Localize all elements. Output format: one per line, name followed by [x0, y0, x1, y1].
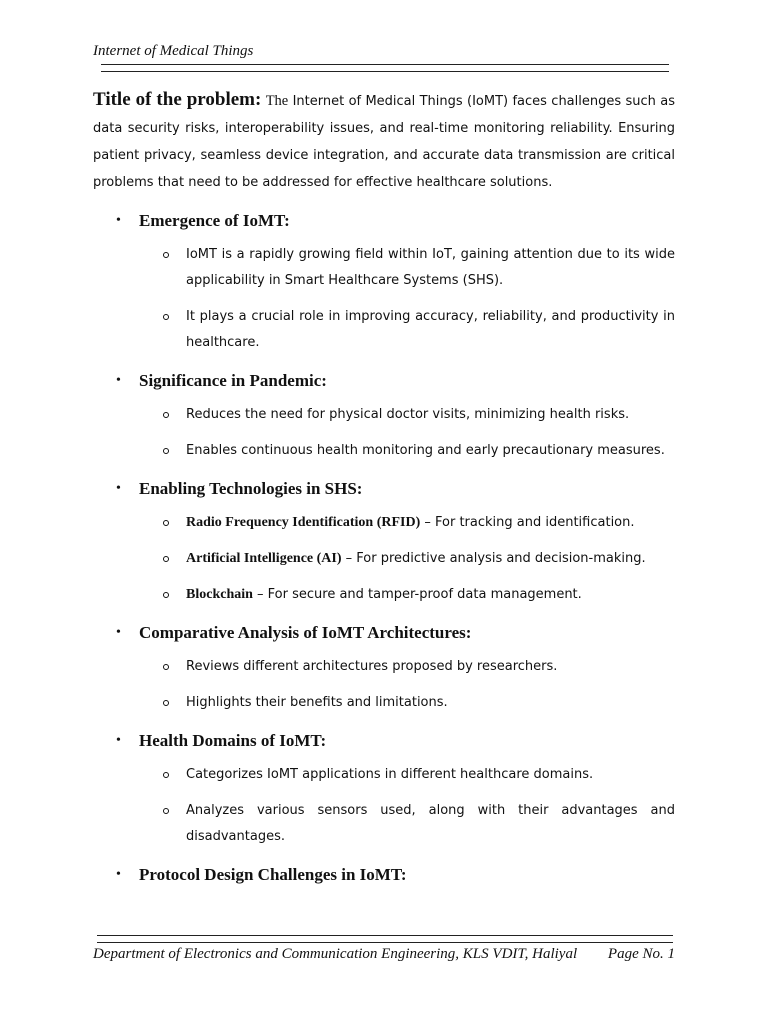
- term: Artificial Intelligence (AI): [186, 551, 342, 566]
- bullet-icon: •: [116, 867, 121, 882]
- section: [93, 208, 675, 356]
- list-item: [93, 546, 675, 572]
- list-item-text: Reduces the need for physical doctor visits, minimizing health risks.: [186, 407, 630, 422]
- section-heading: [93, 368, 675, 394]
- list-item-text: – For predictive analysis and decision-making.: [341, 551, 646, 566]
- section-heading-text: Protocol Design Challenges in IoMT:: [139, 865, 407, 884]
- problem-text: Internet of Medical Things (IoMT) faces challenges such as data security risks, interoperability issues, and real-time monitoring reliability. Ensuring patient privacy, seamless device integration, and accurate data transmission are critical problems that need to be addressed for effective healthcare solutions.: [93, 94, 675, 190]
- bullet-icon: •: [116, 213, 121, 228]
- circle-bullet-icon: [163, 314, 169, 320]
- list-item: [93, 242, 675, 294]
- section-heading-text: Enabling Technologies in SHS:: [139, 479, 363, 498]
- footer-department: Department of Electronics and Communication Engineering, KLS VDIT, Haliyal: [93, 946, 578, 962]
- footer-page-number: Page No. 1: [607, 946, 675, 962]
- list-item: [93, 798, 675, 850]
- section-heading: [93, 208, 675, 234]
- bullet-icon: •: [116, 625, 121, 640]
- list-item: [93, 582, 675, 608]
- circle-bullet-icon: [163, 664, 169, 670]
- section-heading-text: Emergence of IoMT:: [139, 211, 290, 230]
- circle-bullet-icon: [163, 252, 169, 258]
- section-heading-text: Significance in Pandemic:: [139, 371, 327, 390]
- list-item: [93, 654, 675, 680]
- circle-bullet-icon: [163, 592, 169, 598]
- section-heading: [93, 620, 675, 646]
- section-heading: [93, 476, 675, 502]
- circle-bullet-icon: [163, 556, 169, 562]
- problem-statement: [93, 86, 675, 196]
- sub-item-list: [93, 402, 675, 464]
- circle-bullet-icon: [163, 412, 169, 418]
- list-item: [93, 762, 675, 788]
- list-item: [93, 690, 675, 716]
- sub-item-list: [93, 510, 675, 608]
- bullet-icon: •: [116, 733, 121, 748]
- circle-bullet-icon: [163, 772, 169, 778]
- page-footer: [93, 946, 675, 963]
- list-item: [93, 510, 675, 536]
- page-body: [93, 86, 675, 888]
- list-item: [93, 304, 675, 356]
- list-item-text: Reviews different architectures proposed by researchers.: [186, 659, 558, 674]
- problem-lead-word: The: [265, 93, 289, 109]
- list-item-text: – For secure and tamper-proof data management.: [252, 587, 582, 602]
- section: [93, 368, 675, 464]
- list-item: [93, 438, 675, 464]
- term: Radio Frequency Identification (RFID): [186, 515, 421, 530]
- list-item-text: It plays a crucial role in improving accuracy, reliability, and productivity in healthcare.: [186, 309, 675, 350]
- footer-divider: [97, 935, 673, 943]
- list-item-text: Enables continuous health monitoring and early precautionary measures.: [186, 443, 665, 458]
- section-heading: [93, 728, 675, 754]
- section: [93, 862, 675, 888]
- list-item-text: Highlights their benefits and limitations.: [186, 695, 448, 710]
- section: [93, 728, 675, 850]
- list-item-text: Analyzes various sensors used, along with their advantages and disadvantages.: [186, 803, 675, 844]
- circle-bullet-icon: [163, 448, 169, 454]
- circle-bullet-icon: [163, 808, 169, 814]
- sub-item-list: [93, 762, 675, 850]
- circle-bullet-icon: [163, 700, 169, 706]
- section-list: [93, 208, 675, 888]
- bullet-icon: •: [116, 481, 121, 496]
- section: [93, 476, 675, 608]
- section-heading-text: Health Domains of IoMT:: [139, 731, 327, 750]
- section-heading-text: Comparative Analysis of IoMT Architectures:: [139, 623, 472, 642]
- section-heading: [93, 862, 675, 888]
- circle-bullet-icon: [163, 520, 169, 526]
- term: Blockchain: [186, 587, 253, 602]
- sub-item-list: [93, 654, 675, 716]
- list-item-text: – For tracking and identification.: [420, 515, 635, 530]
- sub-item-list: [93, 242, 675, 356]
- section: [93, 620, 675, 716]
- list-item-text: Categorizes IoMT applications in different healthcare domains.: [186, 767, 594, 782]
- list-item: [93, 402, 675, 428]
- problem-title-colon: :: [255, 89, 262, 110]
- header-divider: [101, 64, 669, 72]
- bullet-icon: •: [116, 373, 121, 388]
- list-item-text: IoMT is a rapidly growing field within IoT, gaining attention due to its wide applicability in Smart Healthcare Systems (SHS).: [186, 247, 675, 288]
- problem-title: Title of the problem: [93, 89, 255, 110]
- running-header: Internet of Medical Things: [93, 43, 254, 59]
